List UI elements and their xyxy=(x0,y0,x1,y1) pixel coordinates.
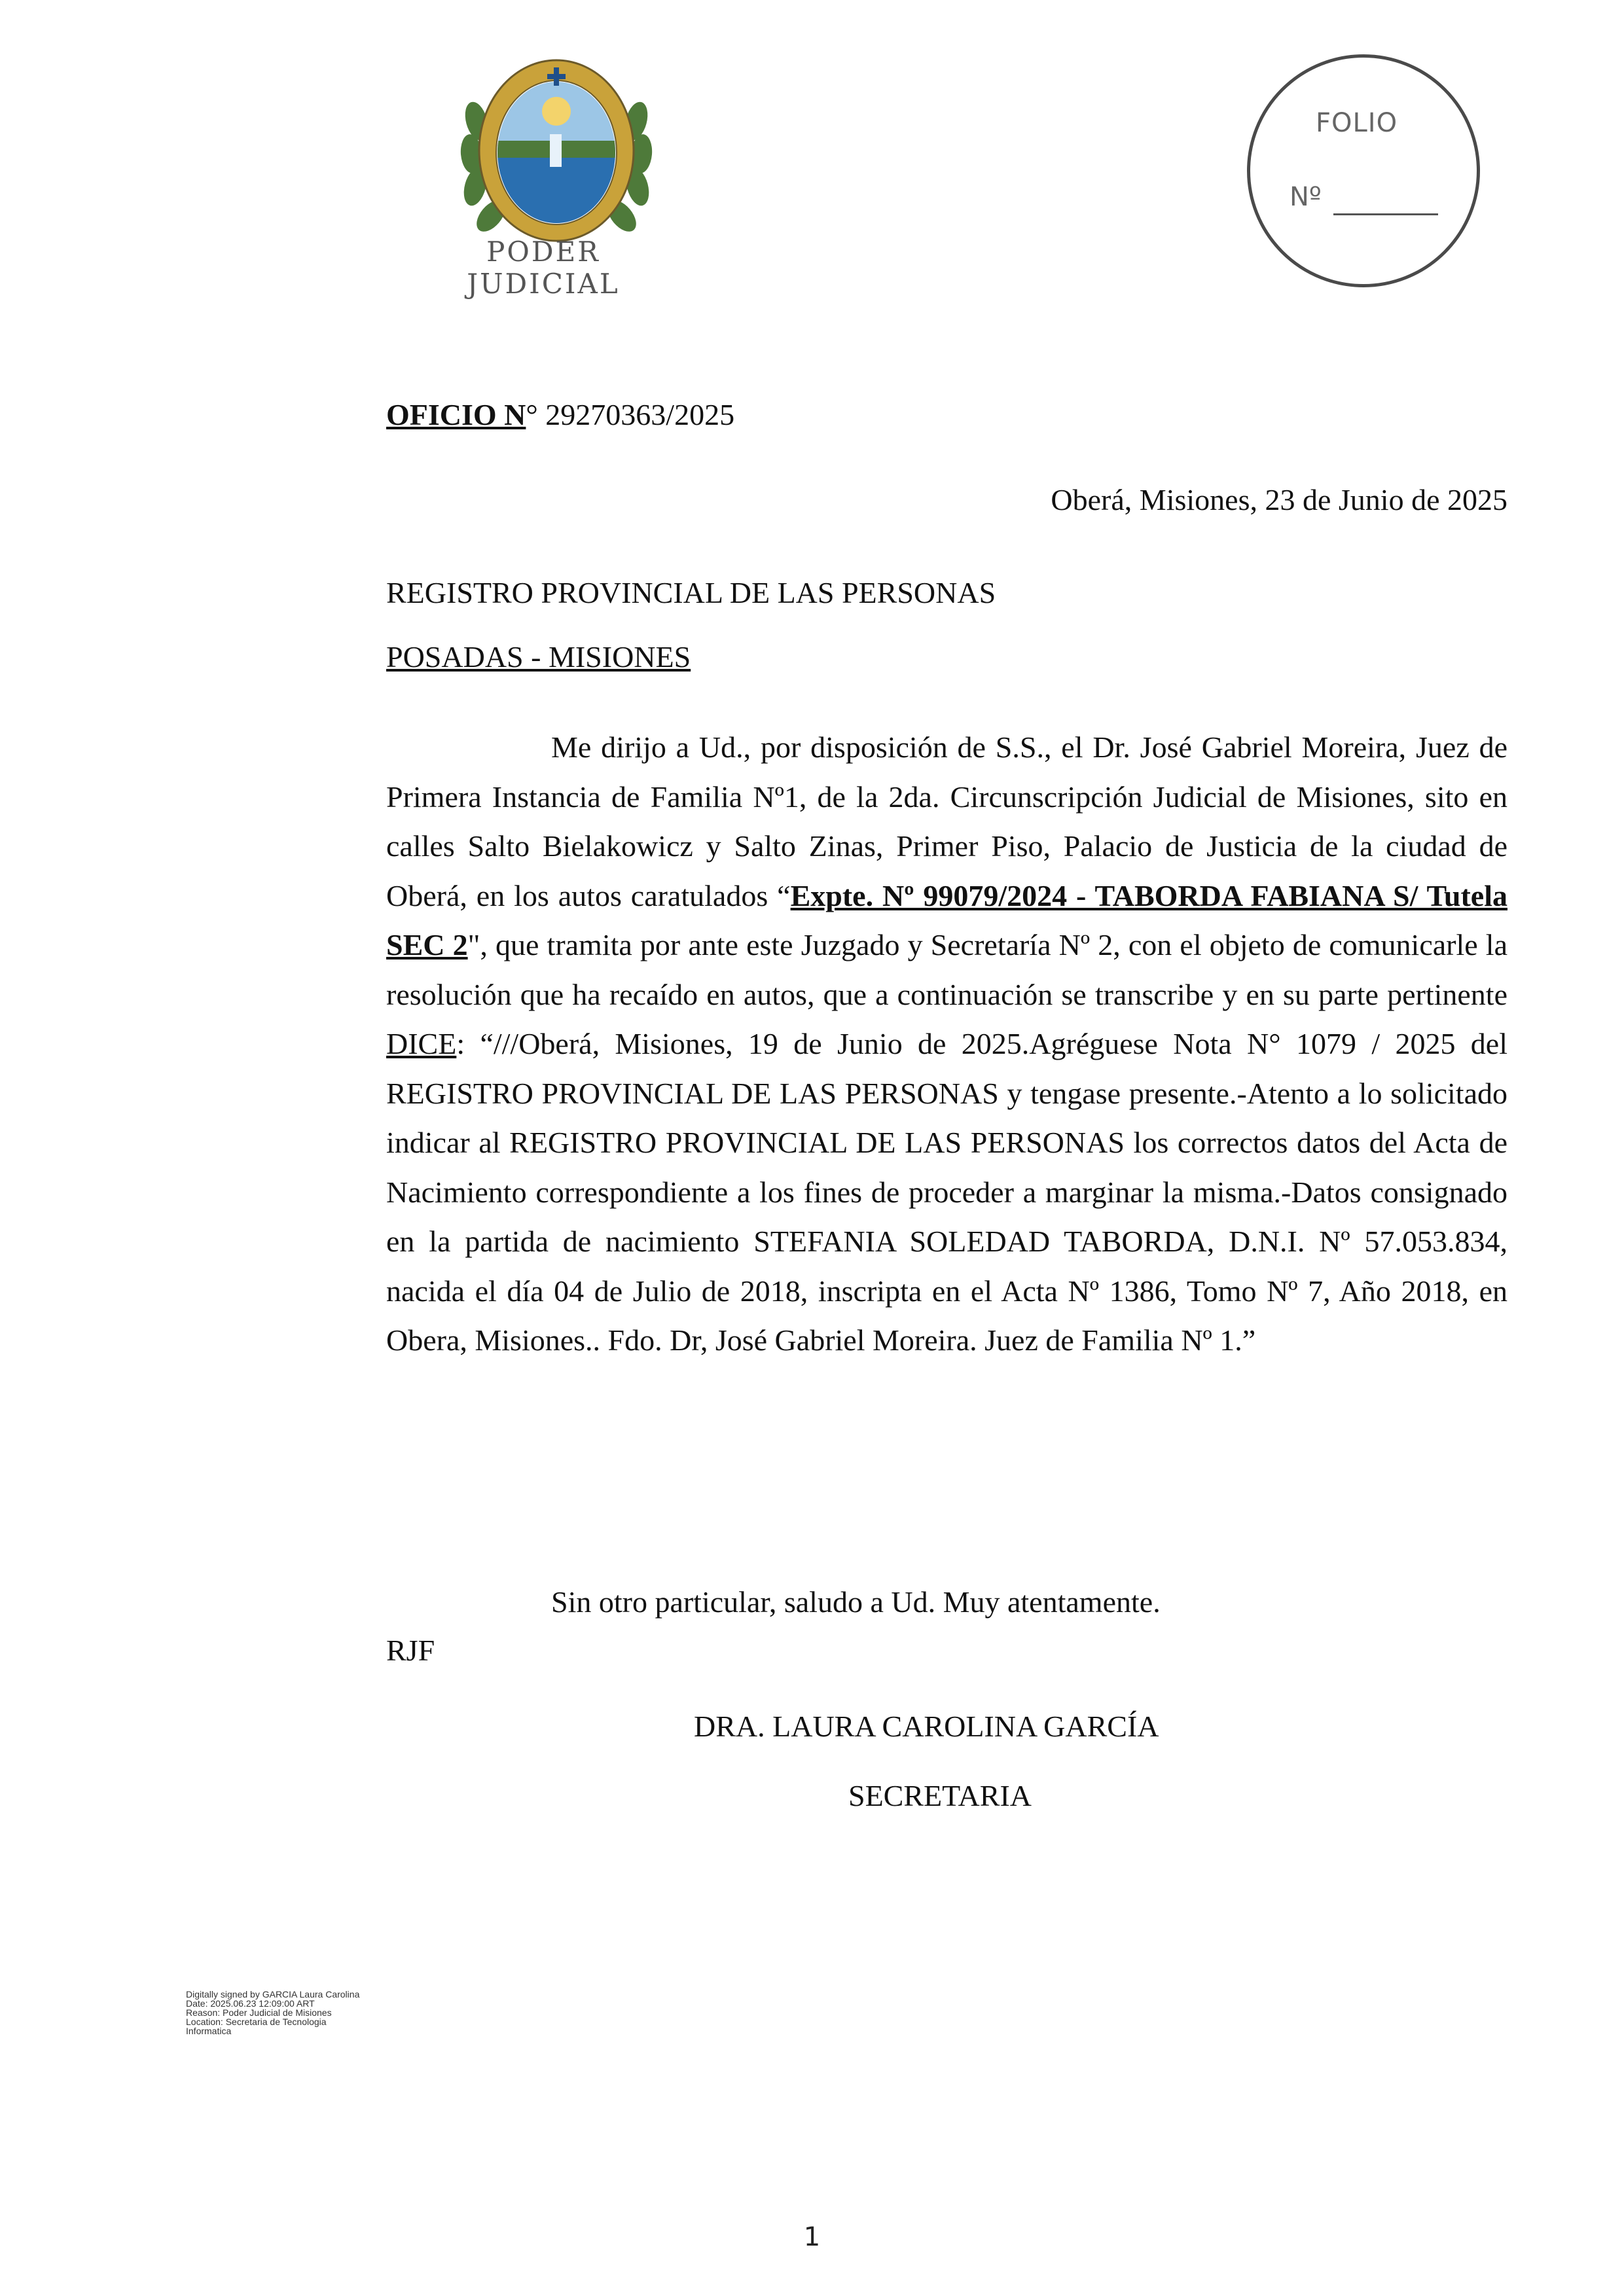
page-number: 1 xyxy=(803,2222,821,2252)
folio-label: FOLIO xyxy=(1316,108,1398,138)
place-date: Oberá, Misiones, 23 de Junio de 2025 xyxy=(1051,483,1507,516)
digital-signature-line: Location: Secretaria de Tecnologia xyxy=(186,2017,327,2027)
body-paragraph xyxy=(386,723,1507,1365)
oficio-heading xyxy=(386,390,734,440)
digital-signature-line: Reason: Poder Judicial de Misiones xyxy=(186,2007,332,2018)
body-text-part3: : “///Oberá, Misiones, 19 de Junio de 2025.Agréguese Nota N° 1079 / 2025 del REGISTRO PROVINCIAL DE LAS PERSONAS y tengase presente.-Atento a lo solicitado indicar al REGISTRO PROVINCIAL DE LAS PERSONAS los correctos datos del Acta de Nacimiento correspondiente a los fines de proceder a marginar la misma.-Datos consignado en la partida de nacimiento STEFANIA SOLEDAD TABORDA, D.N.I. Nº 57.053.834, nacida el día 04 de Julio de 2018, inscripta en el Acta Nº 1386, Tomo Nº 7, Año 2018, en Obera, Misiones.. Fdo. Dr, José Gabriel Moreira. Juez de Familia Nº 1.” xyxy=(386,1027,1507,1357)
folio-number-label: Nº xyxy=(1290,182,1322,212)
digital-signature-block xyxy=(186,1990,359,2036)
body-text-part2: ", que tramita por ante este Juzgado y Secretaría Nº 2, con el objeto de comunicarle la resolución que ha recaído en autos, que a continuación se transcribe y en su parte pertinente xyxy=(386,928,1507,1011)
oficio-label: OFICIO N xyxy=(386,398,526,431)
digital-signature-line: Digitally signed by GARCIA Laura Carolina xyxy=(186,1989,360,2000)
recipient-line-2: POSADAS - MISIONES xyxy=(386,640,691,673)
folio-stamp xyxy=(1247,54,1480,287)
digital-signature-line: Informatica xyxy=(186,2026,232,2036)
folio-number-line xyxy=(1333,213,1438,215)
body-text-part1: Me dirijo a Ud., por disposición de S.S., el Dr. José Gabriel Moreira, Juez de Primera Instancia de Familia Nº1, de la 2da. Circunscripción Judicial de Misiones, sito en calles Salto Bielakowicz y Salto Zinas, Primer Piso, Palacio de Justicia de la ciudad de Oberá, en los autos caratulados “ xyxy=(386,730,1507,912)
initials: RJF xyxy=(386,1634,435,1667)
digital-signature-line: Date: 2025.06.23 12:09:00 ART xyxy=(186,1998,315,2009)
poder-judicial-emblem xyxy=(452,49,661,249)
dice-label: DICE xyxy=(386,1027,457,1060)
signer-role: SECRETARIA xyxy=(848,1779,1032,1812)
closing-line: Sin otro particular, saludo a Ud. Muy atentamente. xyxy=(551,1585,1161,1619)
oficio-number: ° 29270363/2025 xyxy=(526,398,735,431)
expediente-reference: Expte. Nº 99079/2024 - TABORDA FABIANA S/ Tutela SEC 2 xyxy=(386,878,1507,961)
signer-name: DRA. LAURA CAROLINA GARCÍA xyxy=(694,1710,1159,1743)
recipient-line-1: REGISTRO PROVINCIAL DE LAS PERSONAS xyxy=(386,576,996,609)
emblem-caption: PODER JUDICIAL xyxy=(467,236,620,300)
